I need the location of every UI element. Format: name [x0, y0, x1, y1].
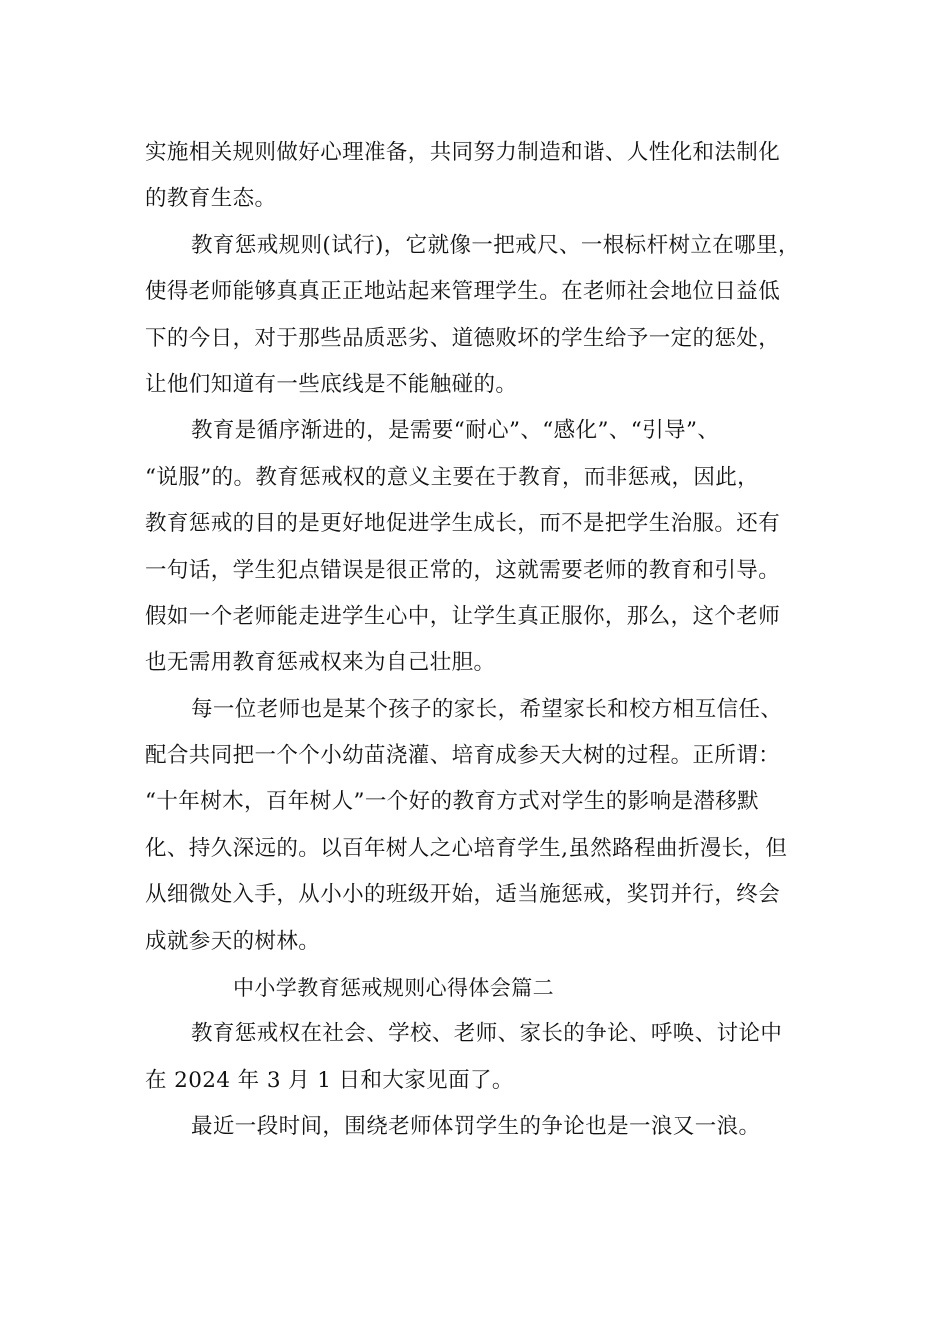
text-line: 下的今日，对于那些品质恶劣、道德败坏的学生给予一定的惩处，: [145, 325, 781, 351]
section-heading: [145, 965, 815, 1011]
text-line: 成就参天的树林。: [145, 928, 321, 954]
text-line: 假如一个老师能走进学生心中，让学生真正服你，那么，这个老师: [145, 603, 781, 629]
text-line: 实施相关规则做好心理准备，共同努力制造和谐、人性化和法制化: [145, 140, 781, 165]
paragraph: [145, 1104, 815, 1150]
text-line: 的教育生态。: [145, 186, 277, 212]
text-line: 每一位老师也是某个孩子的家长，希望家长和校方相互信任、: [191, 696, 783, 722]
text-line: “十年树木，百年树人”一个好的教育方式对学生的影响是潜移默: [145, 789, 760, 815]
text-line: 教育惩戒的目的是更好地促进学生成长，而不是把学生治服。还有: [145, 511, 781, 537]
text-line: 教育惩戒规则(试行)，它就像一把戒尺、一根标杆树立在哪里，: [191, 232, 800, 258]
paragraph-continuation: [145, 130, 815, 223]
heading-text: 中小学教育惩戒规则心得体会篇二: [233, 976, 554, 1001]
paragraph: [145, 408, 815, 686]
paragraph: [145, 1011, 815, 1104]
paragraph: [145, 687, 815, 965]
text-line: 教育惩戒权在社会、学校、老师、家长的争论、呼唤、讨论中: [191, 1021, 783, 1047]
text-line: 化、持久深远的。以百年树人之心培育学生,虽然路程曲折漫长，但: [145, 835, 788, 861]
text-line: 让他们知道有一些底线是不能触碰的。: [145, 371, 518, 397]
text-line: 从细微处入手，从小小的班级开始，适当施惩戒，奖罚并行，终会: [145, 882, 781, 908]
text-line: 教育是循序渐进的，是需要“耐心”、“感化”、“引导”、: [191, 418, 720, 444]
text-line: 使得老师能够真真正正地站起来管理学生。在老师社会地位日益低: [145, 279, 781, 305]
text-line: 配合共同把一个个小幼苗浇灌、培育成参天大树的过程。正所谓：: [145, 743, 781, 769]
text-line: 一句话，学生犯点错误是很正常的，这就需要老师的教育和引导。: [145, 557, 781, 583]
text-line: 在 2024 年 3 月 1 日和大家见面了。: [145, 1067, 514, 1093]
text-line: 也无需用教育惩戒权来为自己壮胆。: [145, 650, 496, 676]
document-body: [145, 130, 815, 1151]
paragraph: [145, 223, 815, 409]
text-line: 最近一段时间，围绕老师体罚学生的争论也是一浪又一浪。: [191, 1114, 761, 1140]
text-line: “说服”的。教育惩戒权的意义主要在于教育，而非惩戒，因此，: [145, 464, 760, 490]
